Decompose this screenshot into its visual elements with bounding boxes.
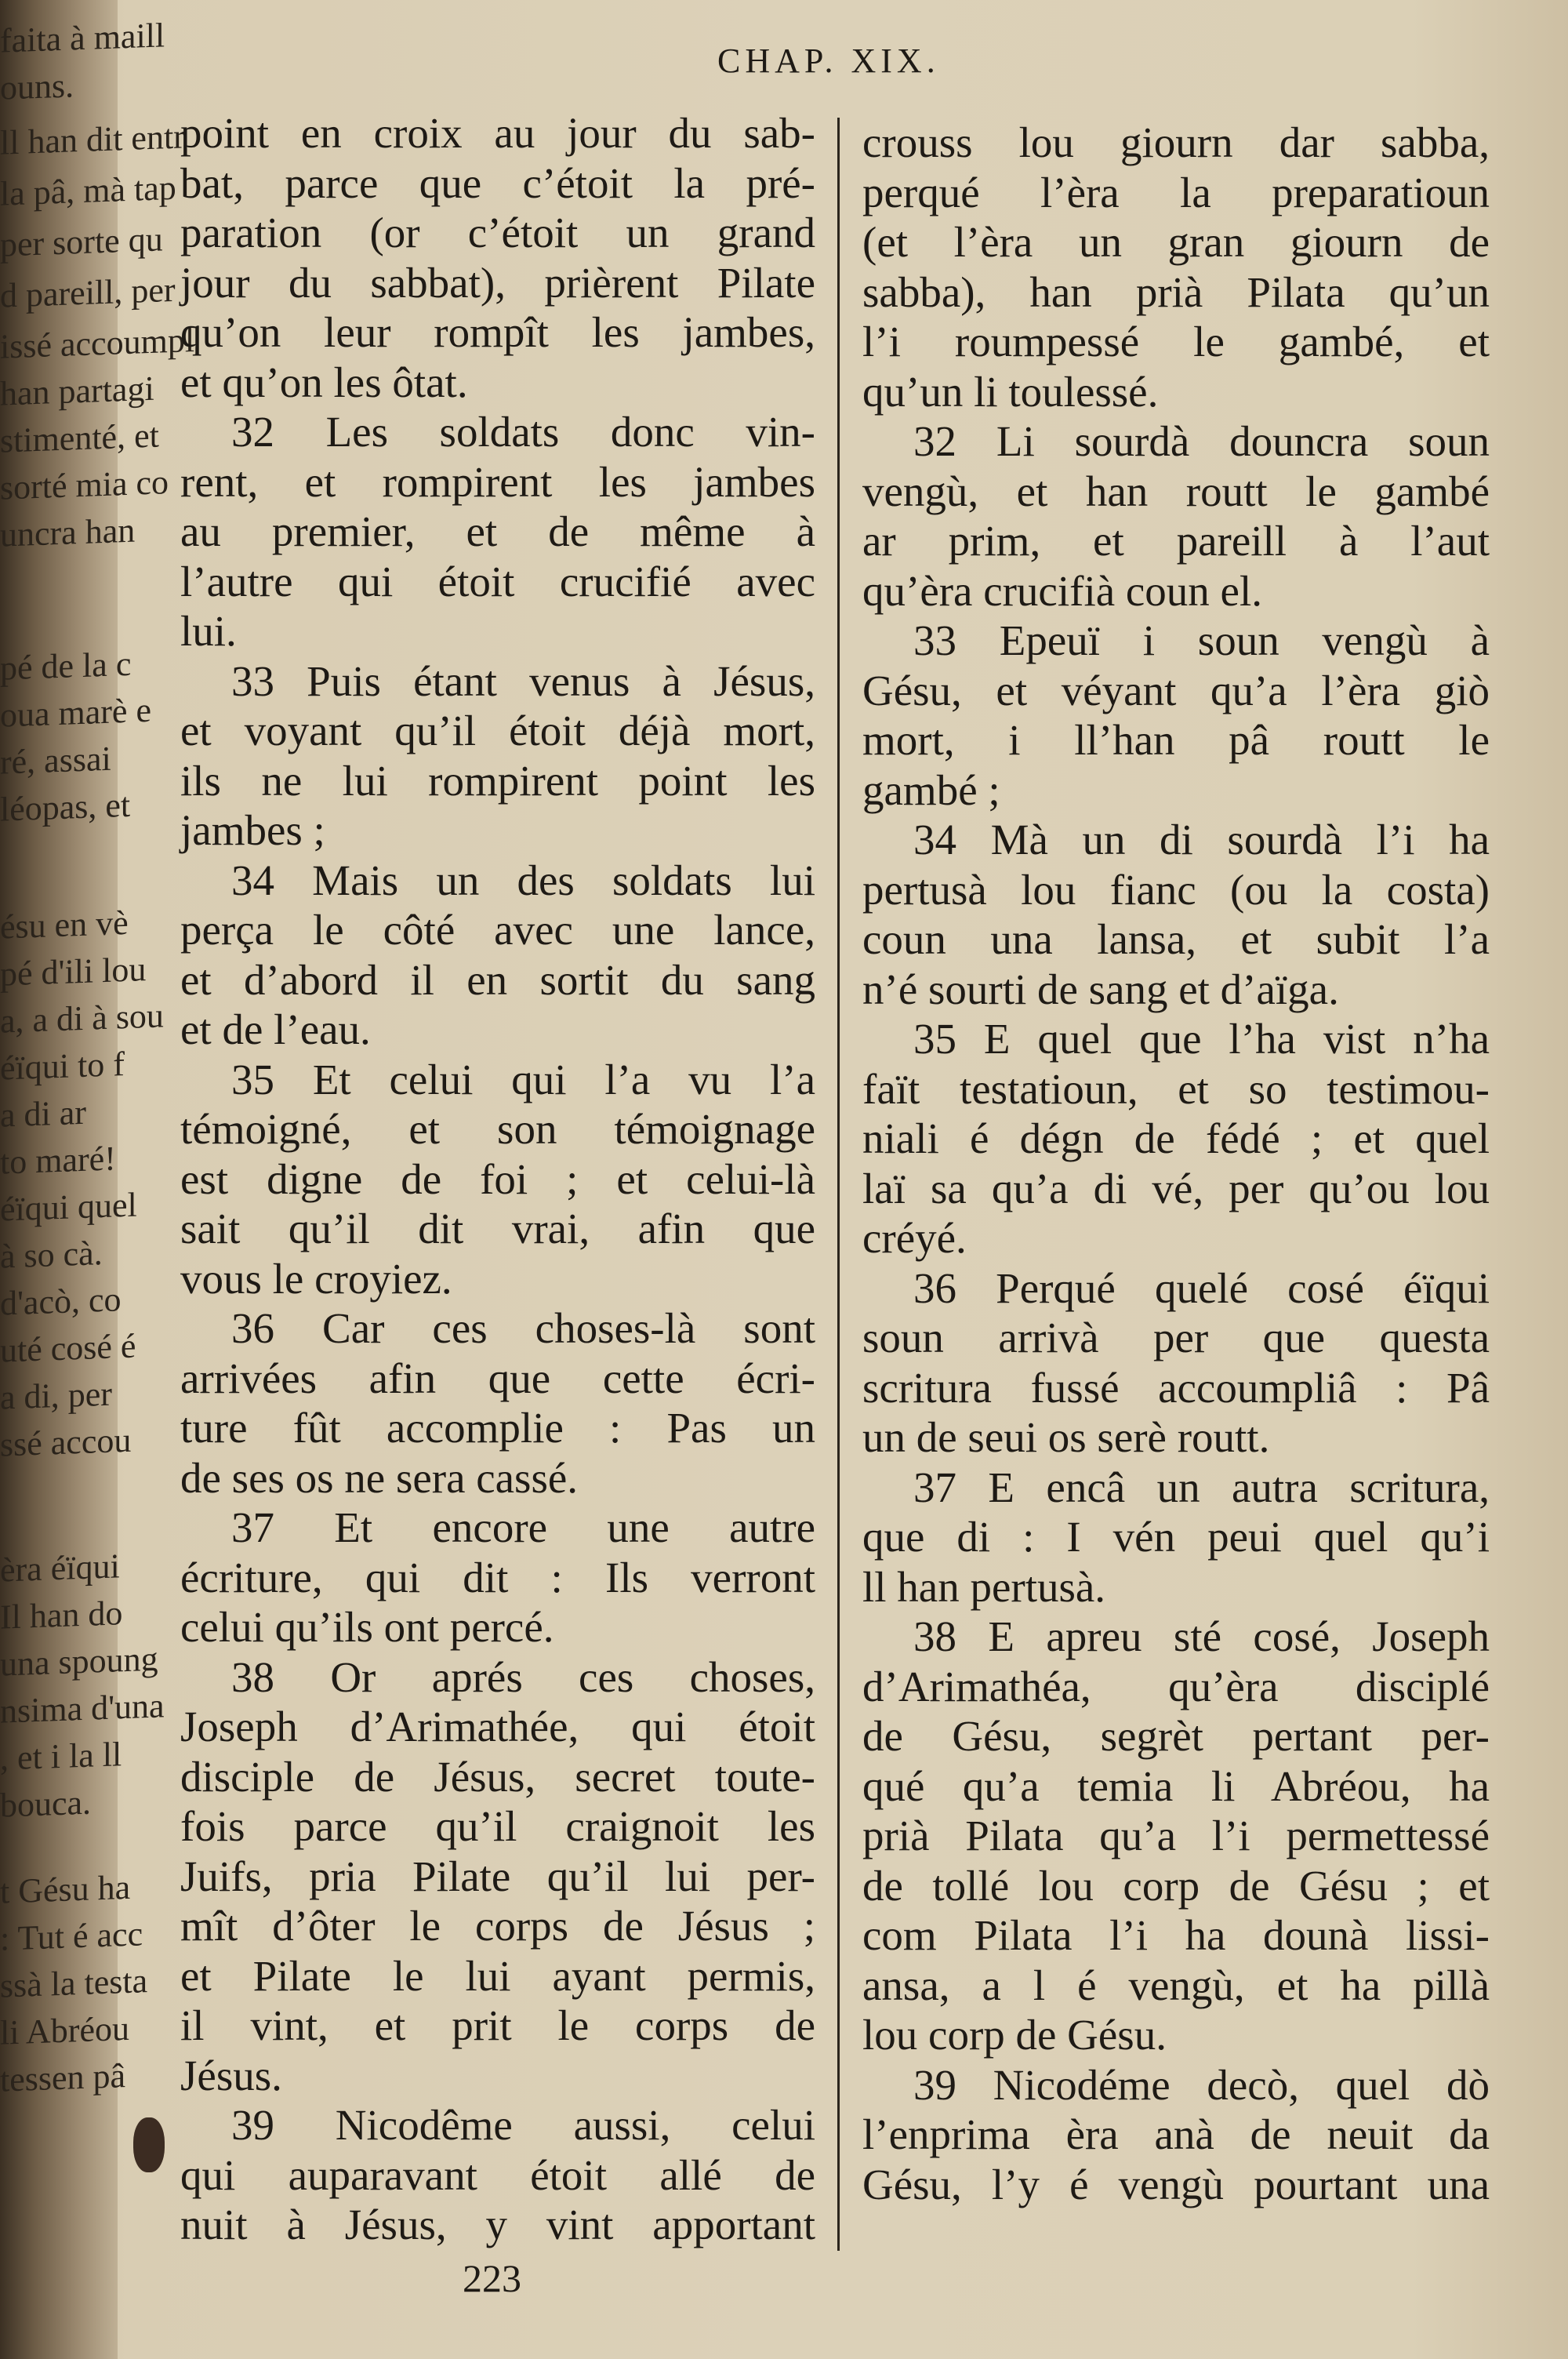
text-line: ll han pertusà. (862, 1562, 1106, 1611)
text-line: il vint, et prit le corps de (180, 2001, 815, 2049)
gutter-text-fragment: tessen pâ (0, 2056, 126, 2099)
gutter-text-fragment: pé d'ili lou (0, 950, 147, 994)
text-line: l’autre qui étoit crucifié avec (180, 557, 815, 605)
text-line: 39 Nicodême aussi, celui (231, 2101, 815, 2149)
text-line: Jésus. (180, 2051, 282, 2099)
text-line: point en croix au jour du sab- (180, 109, 815, 157)
gutter-text-fragment: nsima d'una (0, 1686, 165, 1731)
text-line: qui auparavant étoit allé de (180, 2150, 815, 2199)
gutter-text-fragment: oua marè e (0, 690, 151, 735)
text-line: ils ne lui rompirent point les (180, 756, 815, 805)
text-line: l’enprima èra anà de neuit da (862, 2110, 1490, 2158)
text-line: et qu’on les ôtat. (180, 358, 468, 406)
text-line: coun una lansa, et subit l’a (862, 915, 1490, 963)
text-line: 36 Car ces choses-là sont (231, 1304, 815, 1352)
gutter-text-fragment: : Tut é acc (0, 1914, 143, 1958)
text-line: 34 Mais un des soldats lui (231, 856, 815, 904)
text-line: Juifs, pria Pilate qu’il lui per- (180, 1852, 815, 1900)
gutter-text-fragment: una spoung (0, 1639, 158, 1684)
text-line: 33 Epeuï i soun vengù à (913, 616, 1490, 664)
text-line: un de seui os serè routt. (862, 1413, 1270, 1461)
text-line: sait qu’il dit vrai, afin que (180, 1205, 815, 1252)
text-line: prià Pilata qu’a l’i permettessé (862, 1812, 1490, 1859)
text-line: 34 Mà un di sourdà l’i ha (913, 816, 1490, 863)
text-line: 36 Perqué quelé cosé éïqui (913, 1263, 1490, 1312)
text-line: de ses os ne sera cassé. (180, 1453, 579, 1502)
chapter-heading: CHAP. XIX. (717, 42, 940, 80)
gutter-text-fragment: èra éïqui (0, 1547, 120, 1590)
text-line: l’i roumpessé le gambé, et (862, 318, 1490, 365)
text-line: com Pilata l’i ha dounà lissi- (862, 1911, 1490, 1959)
text-line: ture fût accomplie : Pas un (180, 1404, 815, 1452)
gutter-text-fragment: faita à maill (0, 16, 165, 60)
text-line: 37 Et encore une autre (231, 1503, 815, 1551)
text-line: 39 Nicodéme decò, quel dò (913, 2060, 1490, 2109)
text-line: ansa, a l é vengù, et ha pillà (862, 1961, 1490, 2009)
text-line: 38 Or aprés ces choses, (231, 1652, 815, 1701)
gutter-text-fragment: d'acò, co (0, 1280, 122, 1323)
text-line: de tollé lou corp de Gésu ; et (862, 1861, 1490, 1910)
text-line: de Gésu, segrèt pertant per- (862, 1712, 1490, 1760)
gutter-text-fragment: issé accoumpl (0, 320, 195, 366)
gutter-text-fragment: a di, per (0, 1374, 112, 1417)
text-line: paration (or c’étoit un grand (180, 209, 815, 256)
text-line: 37 E encâ un autra scritura, (913, 1463, 1490, 1511)
text-line: créyé. (862, 1214, 967, 1262)
gutter-text-fragment: à so cà. (0, 1234, 103, 1276)
gutter-text-fragment: ssà la testa (0, 1961, 148, 2005)
text-line: niali é dégn de fédé ; et quel (862, 1114, 1490, 1162)
gutter-text-fragment: , et i la ll (0, 1735, 122, 1778)
facing-page-gutter (0, 0, 195, 2359)
text-line: celui qu’ils ont percé. (180, 1603, 554, 1651)
text-line: écriture, qui dit : Ils verront (180, 1553, 815, 1601)
page-number: 223 (463, 2256, 521, 2300)
text-line: d’Arimathéa, qu’èra disciplé (862, 1662, 1490, 1710)
gutter-text-fragment: to maré! (0, 1139, 116, 1182)
text-line: ar prim, et pareill à l’aut (862, 517, 1490, 565)
text-line: bat, parce que c’étoit la pré- (180, 158, 815, 207)
french-text-column (180, 108, 815, 2250)
text-line: 38 E apreu sté cosé, Joseph (913, 1612, 1490, 1660)
occitan-text-column (862, 118, 1490, 2209)
text-line: vengù, et han routt le gambé (862, 467, 1490, 515)
text-line: 35 E quel que l’ha vist n’ha (913, 1015, 1490, 1063)
text-line: (et l’èra un gran giourn de (862, 218, 1490, 266)
text-line: perqué l’èra la preparatioun (862, 168, 1490, 216)
text-line: et Pilate le lui ayant permis, (180, 1951, 815, 2000)
text-line: que di : I vén peui quel qu’i (862, 1513, 1490, 1561)
text-line: fois parce qu’il craignoit les (180, 1802, 815, 1850)
gutter-text-fragment: éïqui to f (0, 1045, 125, 1088)
gutter-text-fragment: li Abréou (0, 2008, 129, 2052)
text-line: jambes ; (180, 806, 325, 854)
gutter-text-fragment: ouns. (0, 66, 74, 107)
gutter-text-fragment: ré, assai (0, 739, 111, 782)
text-line: et de l’eau. (180, 1005, 371, 1053)
text-line: Joseph d’Arimathée, qui étoit (180, 1703, 815, 1750)
gutter-text-fragment: bouca. (0, 1783, 92, 1825)
text-line: vous le croyiez. (180, 1254, 452, 1303)
text-line: mît d’ôter le corps de Jésus ; (180, 1902, 815, 1950)
gutter-text-fragment: a di ar (0, 1092, 86, 1135)
gutter-text-fragment: a, a di à sou (0, 996, 164, 1041)
text-line: 32 Li sourdà douncra soun (913, 417, 1490, 465)
text-line: est digne de foi ; et celui-là (180, 1154, 815, 1203)
text-line: nuit à Jésus, y vint apportant (180, 2201, 815, 2248)
gutter-text-fragment: d pareill, per (0, 270, 176, 315)
text-line: mort, i ll’han pâ routt le (862, 716, 1490, 764)
text-line: jour du sabbat), prièrent Pilate (180, 258, 815, 307)
gutter-text-fragment: uncra han (0, 511, 136, 554)
gutter-text-fragment: han partagi (0, 369, 154, 413)
text-line: lui. (180, 607, 237, 655)
gutter-text-fragment: stimenté, et (0, 416, 159, 460)
text-line: Gésu, l’y é vengù pourtant una (862, 2160, 1490, 2208)
text-line: perça le côté avec une lance, (180, 906, 815, 954)
text-line: 32 Les soldats donc vin- (231, 408, 815, 456)
text-line: 33 Puis étant venus à Jésus, (231, 656, 815, 705)
gutter-text-fragment: per sorte qu (0, 220, 163, 264)
gutter-text-fragment: ssé accou (0, 1420, 132, 1464)
text-line: gambé ; (862, 765, 1000, 814)
text-line: disciple de Jésus, secret toute- (180, 1752, 815, 1801)
gutter-text-fragment: t Gésu ha (0, 1867, 131, 1911)
text-line: et voyant qu’il étoit déjà mort, (180, 707, 815, 754)
text-line: pertusà lou fianc (ou la costa) (862, 865, 1490, 914)
gutter-text-fragment: la pâ, mà tap (0, 168, 176, 213)
gutter-text-fragment: éïqui quel (0, 1185, 137, 1229)
text-line: scritura fussé accoumpliâ : Pâ (862, 1363, 1490, 1412)
text-line: lou corp de Gésu. (862, 2011, 1167, 2059)
gutter-text-fragment: léopas, et (0, 785, 131, 829)
text-line: au premier, et de même à (180, 507, 815, 555)
gutter-text-fragment: Il han do (0, 1594, 123, 1637)
ink-stain (133, 2117, 165, 2172)
text-line: témoigné, et son témoignage (180, 1105, 815, 1153)
gutter-text-fragment: uté cosé é (0, 1326, 136, 1370)
text-line: arrivées afin que cette écri- (180, 1354, 815, 1402)
text-line: faït testatioun, et so testimou- (862, 1064, 1490, 1113)
gutter-text-fragment: sorté mia co (0, 463, 169, 507)
column-divider (837, 118, 840, 2251)
text-line: et d’abord il en sortit du sang (180, 955, 815, 1004)
gutter-text-fragment: pé de la c (0, 644, 132, 688)
gutter-text-fragment: ésu en vè (0, 903, 129, 947)
text-line: qu’un li toulessé. (862, 367, 1159, 416)
text-line: qué qu’a temia li Abréou, ha (862, 1761, 1490, 1810)
text-line: Gésu, et véyant qu’a l’èra giò (862, 666, 1490, 714)
gutter-text-fragment: ll han dit entr (0, 117, 185, 162)
text-line: crouss lou giourn dar sabba, (862, 118, 1490, 166)
text-line: qu’èra crucifià coun el. (862, 566, 1262, 615)
text-line: sabba), han prià Pilata qu’un (862, 267, 1490, 316)
text-line: n’é sourti de sang et d’aïga. (862, 965, 1339, 1013)
text-line: laï sa qu’a di vé, per qu’ou lou (862, 1164, 1490, 1212)
text-line: qu’on leur rompît les jambes, (180, 308, 815, 356)
text-line: 35 Et celui qui l’a vu l’a (231, 1055, 815, 1103)
text-line: soun arrivà per que questa (862, 1314, 1490, 1361)
text-line: rent, et rompirent les jambes (180, 457, 815, 506)
